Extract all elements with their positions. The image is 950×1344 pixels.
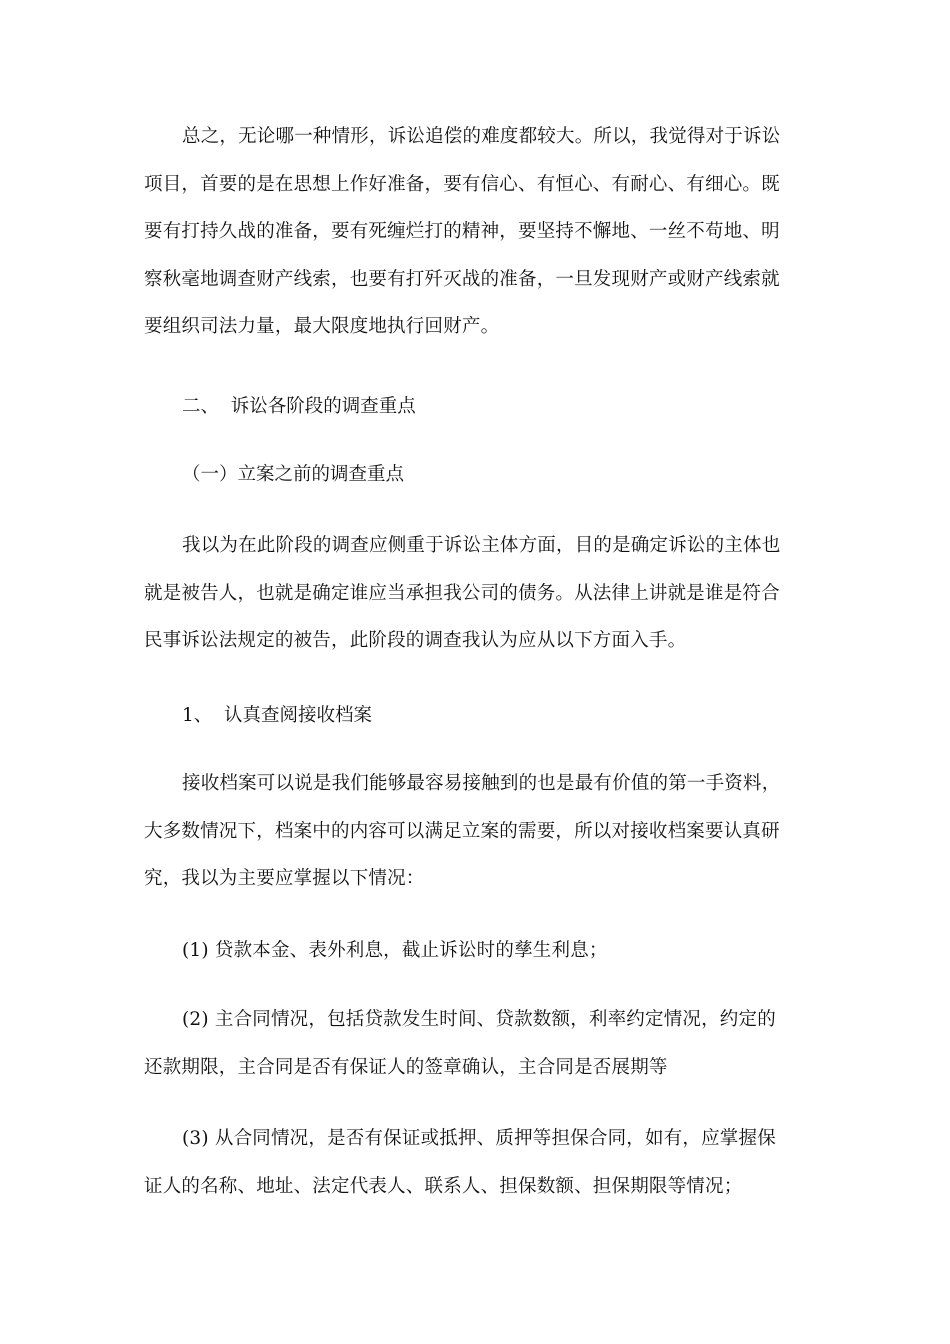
- list-item-3: [144, 1115, 804, 1210]
- paragraph-line: 要有打持久战的准备，要有死缠烂打的精神，要坚持不懈地、一丝不苟地、明: [144, 221, 780, 243]
- list-item-1: [144, 927, 804, 975]
- paragraph-line: (1) 贷款本金、表外利息，截止诉讼时的孳生利息；: [182, 940, 608, 961]
- paragraph-line: 大多数情况下，档案中的内容可以满足立案的需要，所以对接收档案要认真研: [144, 820, 780, 842]
- paragraph-line: (3) 从合同情况，是否有保证或抵押、质押等担保合同，如有，应掌握保: [182, 1128, 776, 1149]
- paragraph-line: 证人的名称、地址、法定代表人、联系人、担保数额、担保期限等情况；: [144, 1175, 743, 1197]
- paragraph-pre-filing: [144, 522, 804, 665]
- paragraph-line: 总之，无论哪一种情形，诉讼追偿的难度都较大。所以，我觉得对于诉讼: [182, 126, 781, 147]
- paragraph-line: 接收档案可以说是我们能够最容易接触到的也是最有价值的第一手资料，: [182, 773, 781, 794]
- paragraph-summary: [144, 113, 804, 351]
- subsection-heading: （一）立案之前的调查重点: [182, 464, 405, 485]
- paragraph-line: 还款期限，主合同是否有保证人的签章确认，主合同是否展期等: [144, 1056, 668, 1078]
- paragraph-line: 民事诉讼法规定的被告，此阶段的调查我认为应从以下方面入手。: [144, 630, 687, 652]
- paragraph-line: 察秋毫地调查财产线索，也要有打歼灭战的准备，一旦发现财产或财产线索就: [144, 268, 780, 290]
- paragraph-line: 我以为在此阶段的调查应侧重于诉讼主体方面，目的是确定诉讼的主体也: [182, 535, 781, 556]
- paragraph-archives: [144, 760, 804, 903]
- paragraph-line: 要组织司法力量，最大限度地执行回财产。: [144, 316, 500, 338]
- section-heading: 二、 诉讼各阶段的调查重点: [182, 396, 416, 417]
- paragraph-line: 就是被告人，也就是确定谁应当承担我公司的债务。从法律上讲就是谁是符合: [144, 582, 780, 604]
- paragraph-line: 究，我以为主要应掌握以下情况：: [144, 868, 425, 890]
- paragraph-line: (2) 主合同情况，包括贷款发生时间、贷款数额，利率约定情况，约定的: [182, 1009, 776, 1030]
- item-heading: 1、 认真查阅接收档案: [182, 705, 373, 726]
- list-item-2: [144, 996, 804, 1091]
- paragraph-line: 项目，首要的是在思想上作好准备，要有信心、有恒心、有耐心、有细心。既: [144, 173, 780, 195]
